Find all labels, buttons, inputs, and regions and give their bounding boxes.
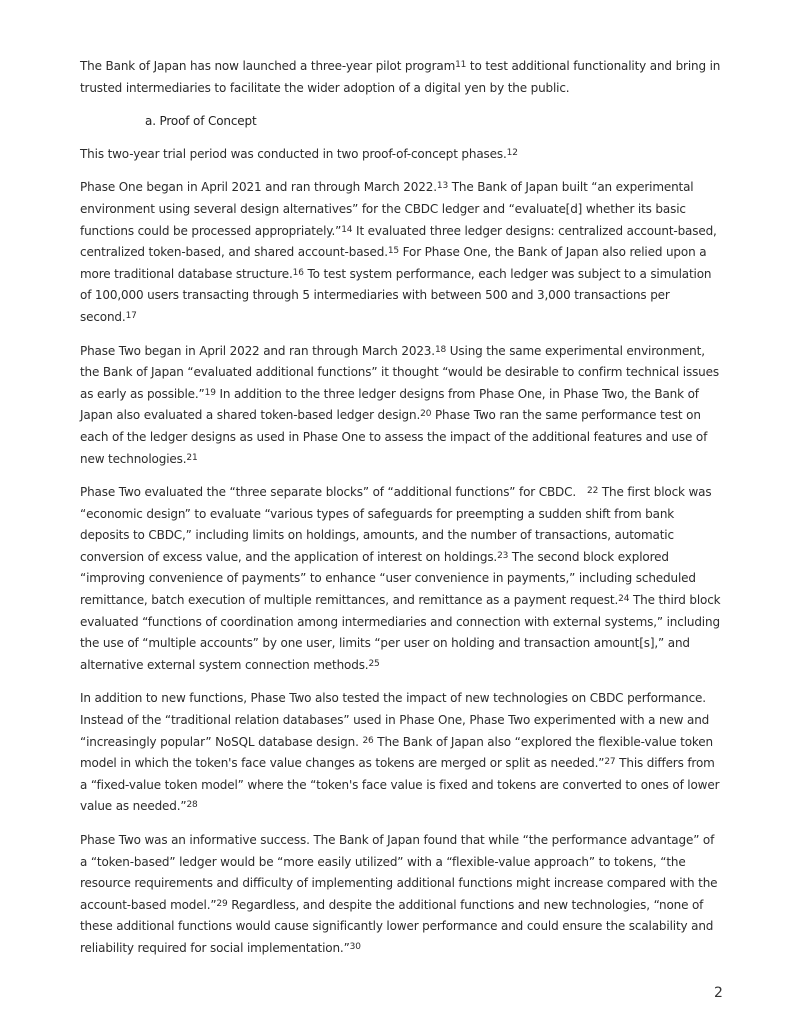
- paragraph-new-technologies: [80, 688, 725, 818]
- text: In addition to new functions, Phase Two also tested the impact of new technologies on CBDC performance. Instead of the “traditional relation databases” used in Phase One, Phase Two experimented with a new and “increasingly popular” NoSQL database design.: [80, 691, 710, 749]
- paragraph-trial-period: [80, 144, 725, 166]
- text: In addition to the three ledger designs from Phase One, in Phase Two, the Bank of Japan also evaluated a shared token-based ledger design.: [80, 386, 699, 423]
- footnote-ref-21[interactable]: 21: [186, 452, 198, 463]
- text: The first block was “economic design” to evaluate “various types of safeguards for preempting a sudden shift from bank deposits to CBDC,” including limits on holdings, amounts, and the number of transactions, automatic conversion of excess value, and the application of interest on holdings.: [80, 485, 712, 564]
- text: Using the same experimental environment, the Bank of Japan “evaluated additional functions” it thought “would be desirable to confirm technical issues as early as possible.”: [80, 343, 719, 401]
- footnote-ref-26[interactable]: 26: [362, 735, 374, 746]
- footnote-ref-29[interactable]: 29: [216, 898, 228, 909]
- footnote-ref-28[interactable]: 28: [186, 800, 198, 811]
- footnote-ref-16[interactable]: 16: [292, 267, 304, 278]
- footnote-ref-27[interactable]: 27: [604, 757, 616, 768]
- text: The second block explored “improving convenience of payments” to enhance “user convenience in payments,” including scheduled remittance, batch execution of multiple remittances, and remittance as a payment request.: [80, 549, 696, 608]
- footnote-ref-23[interactable]: 23: [497, 550, 509, 561]
- text: The Bank of Japan built “an experimental environment using several design alternatives” for the CBDC ledger and “evaluate[d] whether its basic functions could be processed appropriately.”: [80, 180, 694, 238]
- text: To test system performance, each ledger was subject to a simulation of 100,000 users transacting through 5 intermediaries with between 500 and 3,000 transactions per second.: [80, 266, 712, 324]
- text: This two-year trial period was conducted in two proof-of-concept phases.: [80, 146, 507, 161]
- footnote-ref-17[interactable]: 17: [125, 310, 137, 321]
- text: For Phase One, the Bank of Japan also relied upon a more traditional database structure.: [80, 245, 707, 281]
- text: Phase Two evaluated the “three separate blocks” of “additional functions” for CBDC.: [80, 485, 588, 500]
- text: The Bank of Japan also “explored the flexible-value token model in which the token's face value changes as tokens are merged or split as needed.”: [80, 734, 713, 771]
- document-body: [80, 56, 725, 972]
- footnote-ref-14[interactable]: 14: [341, 224, 353, 235]
- footnote-ref-20[interactable]: 20: [420, 409, 432, 420]
- footnote-ref-25[interactable]: 25: [368, 658, 380, 669]
- footnote-ref-18[interactable]: 18: [434, 344, 447, 355]
- footnote-ref-12[interactable]: 12: [506, 147, 518, 158]
- footnote-ref-13[interactable]: 13: [436, 181, 449, 192]
- text: Phase Two was an informative success. The Bank of Japan found that while “the performance advantage” of a “token-based” ledger would be “more easily utilized” with a “flexible-value approach” to tokens, “the resource requirements and difficulty of implementing additional functions might increase compared with the account-based model.”: [80, 833, 718, 912]
- section-heading-proof-of-concept: a. Proof of Concept: [145, 114, 257, 129]
- text: to test additional functionality and bring in trusted intermediaries to facilitate the wider adoption of a digital yen by the public.: [80, 59, 721, 95]
- footnote-ref-30[interactable]: 30: [349, 941, 361, 952]
- text: The Bank of Japan has now launched a three-year pilot program: [80, 59, 456, 73]
- text: This differs from a “fixed-value token model” where the “token's face value is fixed and tokens are converted to ones of lower value as needed.”: [80, 756, 720, 814]
- footnote-ref-22[interactable]: 22: [587, 486, 599, 497]
- text: It evaluated three ledger designs: centralized account-based, centralized token-based, and shared account-based.: [80, 223, 717, 260]
- footnote-ref-15[interactable]: 15: [387, 246, 400, 257]
- footnote-ref-24[interactable]: 24: [618, 594, 630, 605]
- text: Phase One began in April 2021 and ran through March 2022.: [80, 180, 437, 195]
- paragraph-phase-two: [80, 341, 725, 471]
- paragraph-pilot-program: [80, 56, 725, 99]
- text: The third block evaluated “functions of coordination among intermediaries and connection with external systems,” including the use of “multiple accounts” by one user, limits “per user on holding and transaction amount[s],” and alternative external system connection methods.: [80, 593, 721, 672]
- text: Regardless, and despite the additional functions and new technologies, “none of these additional functions would cause significantly lower performance and could ensure the scalability and reliability required for social implementation.”: [80, 897, 714, 955]
- footnote-ref-11[interactable]: 11: [455, 60, 467, 70]
- text: Phase Two ran the same performance test on each of the ledger designs as used in Phase One to assess the impact of the additional features and use of new technologies.: [80, 408, 708, 466]
- paragraph-three-blocks: [80, 482, 725, 676]
- paragraph-phase-two-success: [80, 830, 725, 960]
- page-number: 2: [714, 985, 723, 1001]
- text: Phase Two began in April 2022 and ran through March 2023.: [80, 343, 435, 358]
- paragraph-phase-one: [80, 177, 725, 328]
- footnote-ref-19[interactable]: 19: [204, 387, 216, 398]
